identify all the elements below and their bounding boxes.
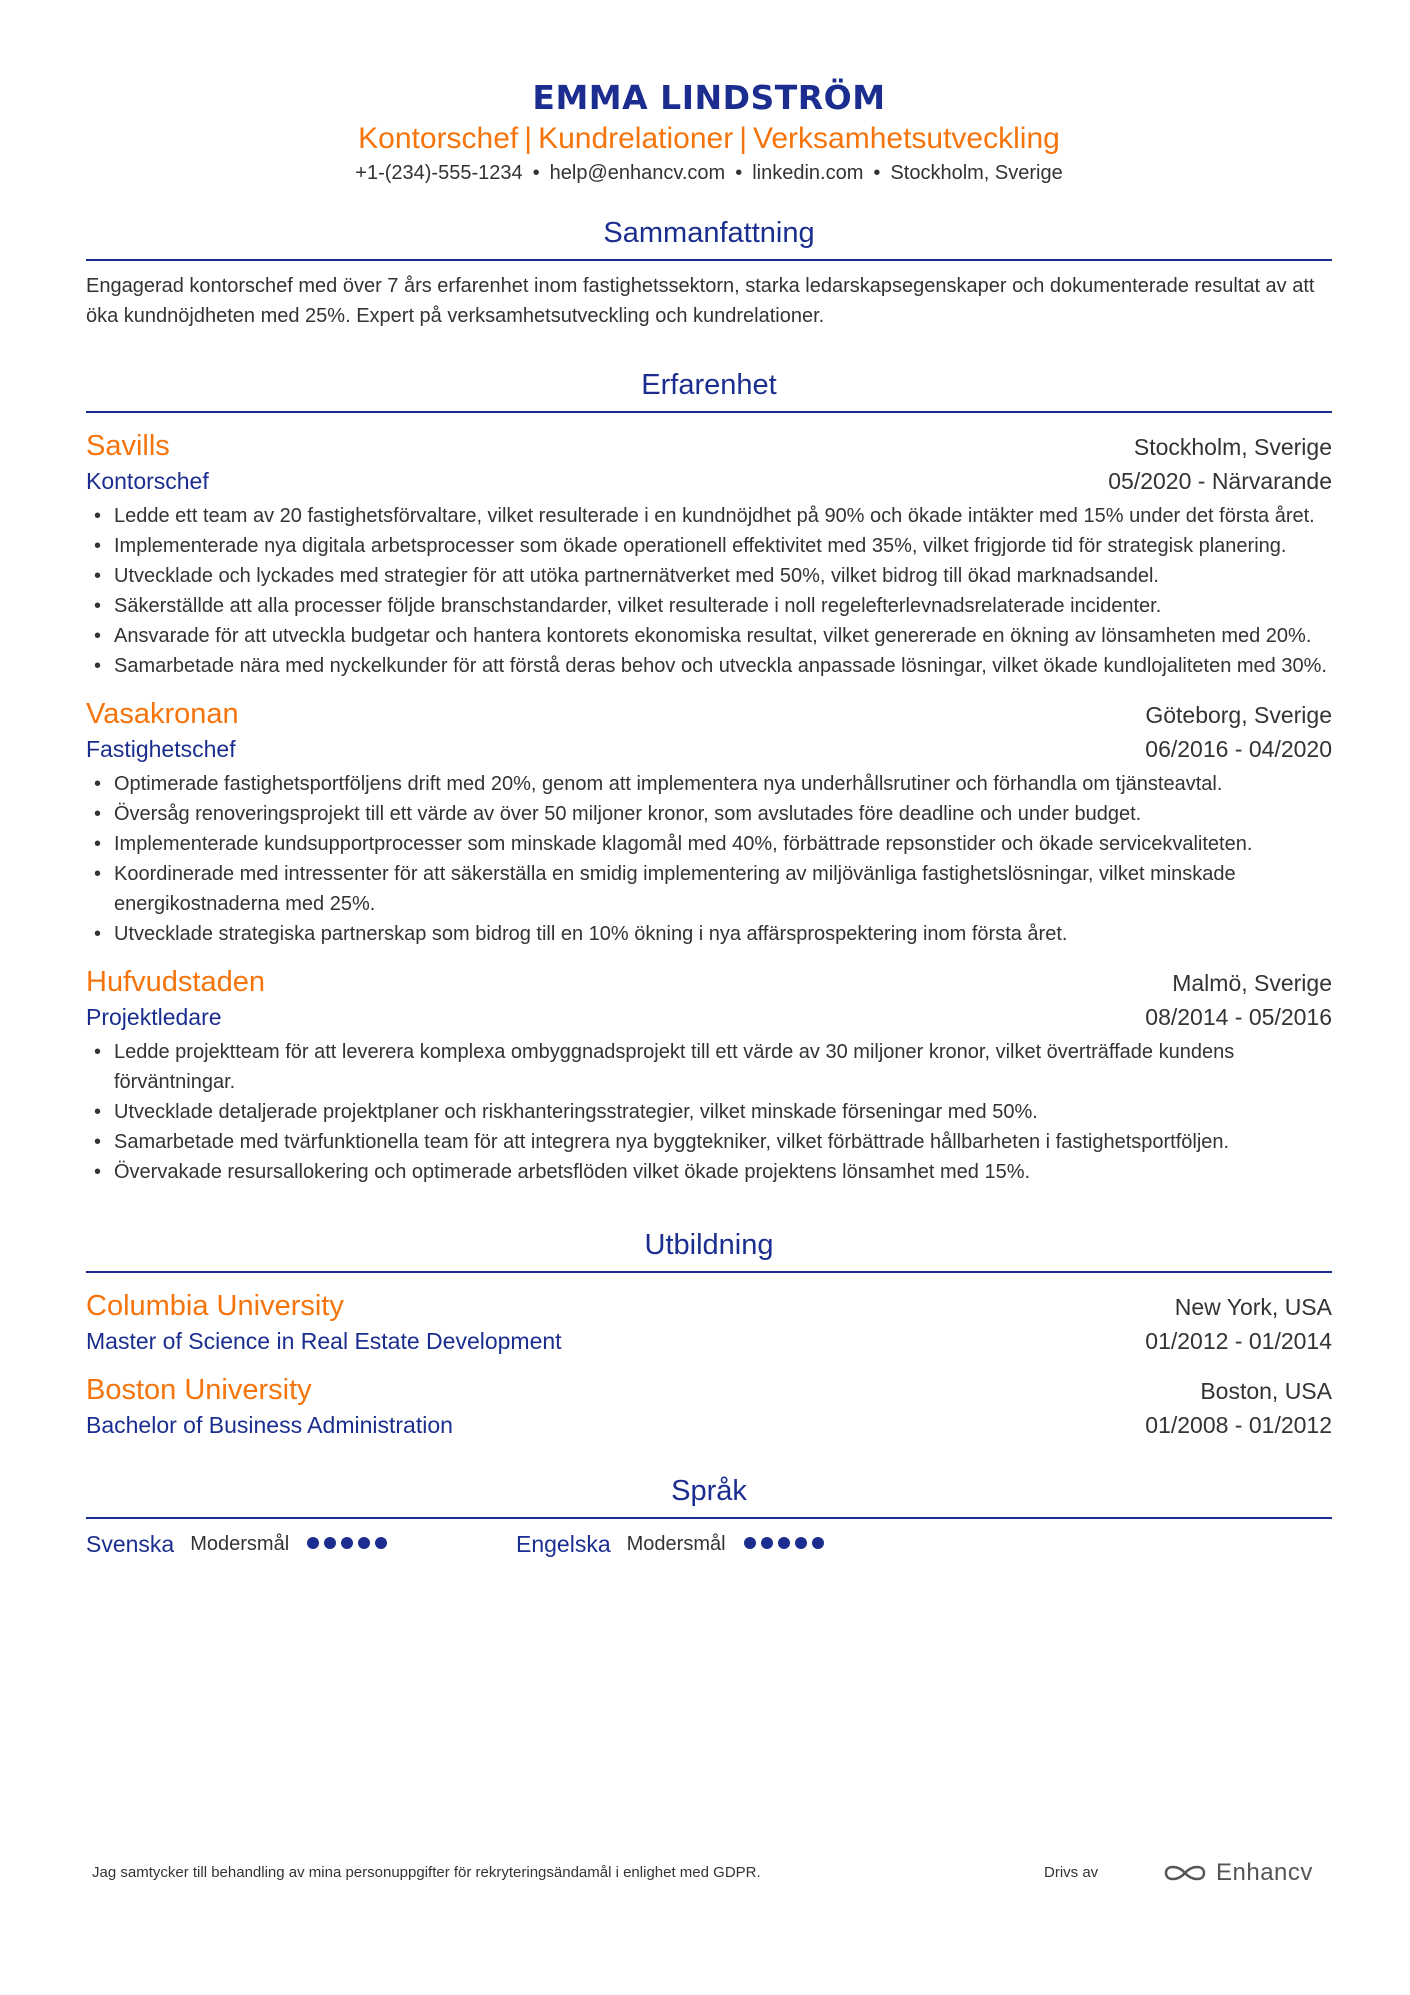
degree: Master of Science in Real Estate Development bbox=[86, 1328, 562, 1354]
experience-section bbox=[86, 367, 1332, 1187]
job-bullets bbox=[86, 501, 1332, 681]
company-name: Vasakronan bbox=[86, 698, 239, 730]
company-name: Hufvudstaden bbox=[86, 966, 265, 998]
bullet-item: • Säkerställde att alla processer följde branschstandarder, vilket resulterade i noll regelefterlevnadsrelaterade incidenter. bbox=[86, 591, 1332, 621]
resume-header bbox=[86, 0, 1332, 187]
bullet-item: • Utvecklade detaljerade projektplaner och riskhanteringsstrategier, vilket minskade förseningar med 50%. bbox=[86, 1097, 1332, 1127]
job-dates: 06/2016 - 04/2020 bbox=[1145, 736, 1332, 762]
education-entry bbox=[86, 1371, 1332, 1441]
rating-dot bbox=[307, 1537, 319, 1549]
headline-item: Kundrelationer bbox=[538, 122, 734, 155]
language-entry bbox=[86, 1531, 516, 1558]
rating-dot bbox=[375, 1537, 387, 1549]
job-dates: 08/2014 - 05/2016 bbox=[1145, 1004, 1332, 1030]
rating-dot bbox=[324, 1537, 336, 1549]
job-bullets bbox=[86, 769, 1332, 949]
rating-dot bbox=[761, 1537, 773, 1549]
proficiency-dots bbox=[307, 1536, 392, 1554]
bullet-item: • Ledde ett team av 20 fastighetsförvaltare, vilket resulterade i en kundnöjdhet på 90% och ökade intäkter med 15% under det första året. bbox=[86, 501, 1332, 531]
brand-name: Enhancv bbox=[1216, 1859, 1313, 1886]
language-name: Engelska bbox=[516, 1531, 611, 1557]
education-section bbox=[86, 1227, 1332, 1441]
rating-dot bbox=[778, 1537, 790, 1549]
proficiency-dots bbox=[744, 1536, 829, 1554]
school-location: New York, USA bbox=[1174, 1294, 1332, 1320]
language-level: Modersmål bbox=[626, 1533, 726, 1555]
bullet-item: • Övervakade resursallokering och optimerade arbetsflöden vilket ökade projektens lönsamhet med 15%. bbox=[86, 1157, 1332, 1187]
job-role: Kontorschef bbox=[86, 468, 209, 494]
rating-dot bbox=[341, 1537, 353, 1549]
summary-section bbox=[86, 215, 1332, 331]
contact-separator: • bbox=[873, 162, 881, 184]
bullet-item: • Ansvarade för att utveckla budgetar och hantera kontorets ekonomiska resultat, vilket genererade en ökning av lönsamheten med 20%. bbox=[86, 621, 1332, 651]
bullet-item: • Implementerade kundsupportprocesser som minskade klagomål med 40%, förbättrade repsonstider och ökade servicekvaliteten. bbox=[86, 829, 1332, 859]
job-location: Stockholm, Sverige bbox=[1133, 434, 1332, 460]
contact-info bbox=[86, 159, 1332, 187]
summary-text: Engagerad kontorschef med över 7 års erfarenhet inom fastighetssektorn, starka ledarskapsegenskaper och dokumenterade resultat av att öka kundnöjdheten med 25%. Expert på verksamhetsutveckling och kundrelationer. bbox=[86, 275, 1315, 327]
job-role: Projektledare bbox=[86, 1004, 222, 1030]
brand-logo[interactable] bbox=[1162, 1858, 1313, 1888]
section-title-experience: Erfarenhet bbox=[86, 367, 1332, 413]
job-bullets bbox=[86, 1037, 1332, 1187]
linkedin-link[interactable]: linkedin.com bbox=[752, 162, 864, 184]
section-title-summary: Sammanfattning bbox=[86, 215, 1332, 261]
languages-section bbox=[86, 1473, 1332, 1558]
bullet-item: • Samarbetade nära med nyckelkunder för att förstå deras behov och utveckla anpassade lösningar, vilket ökade kundlojaliteten med 30%. bbox=[86, 651, 1332, 681]
headline-item: Verksamhetsutveckling bbox=[753, 122, 1060, 155]
email-link[interactable]: help@enhancv.com bbox=[549, 162, 726, 184]
location: Stockholm, Sverige bbox=[890, 162, 1063, 184]
bullet-item: • Ledde projektteam för att leverera komplexa ombyggnadsprojekt till ett värde av 30 miljoner kronor, vilket överträffade kundens förväntningar. bbox=[86, 1037, 1332, 1097]
language-level: Modersmål bbox=[190, 1533, 290, 1555]
contact-separator: • bbox=[532, 162, 540, 184]
footer bbox=[92, 1858, 1332, 1888]
bullet-item: • Samarbetade med tvärfunktionella team för att integrera nya byggtekniker, vilket förbättrade hållbarheten i fastighetsportföljen. bbox=[86, 1127, 1332, 1157]
education-dates: 01/2008 - 01/2012 bbox=[1145, 1412, 1332, 1438]
bullet-item: • Utvecklade strategiska partnerskap som bidrog till en 10% ökning i nya affärsprospektering inom första året. bbox=[86, 919, 1332, 949]
job-entry bbox=[86, 695, 1332, 949]
rating-dot bbox=[744, 1537, 756, 1549]
job-dates: 05/2020 - Närvarande bbox=[1108, 468, 1332, 494]
rating-dot bbox=[358, 1537, 370, 1549]
enhancv-logo-icon bbox=[1162, 1861, 1208, 1885]
school-location: Boston, USA bbox=[1200, 1378, 1332, 1404]
company-name: Savills bbox=[86, 430, 170, 462]
candidate-name: EMMA LINDSTRÖM bbox=[532, 78, 886, 117]
contact-separator: • bbox=[735, 162, 743, 184]
degree: Bachelor of Business Administration bbox=[86, 1412, 453, 1438]
section-title-languages: Språk bbox=[86, 1473, 1332, 1519]
bullet-item: • Implementerade nya digitala arbetsprocesser som ökade operationell effektivitet med 35%, vilket frigjorde tid för strategisk planering. bbox=[86, 531, 1332, 561]
job-entry bbox=[86, 963, 1332, 1187]
job-entry bbox=[86, 427, 1332, 681]
headline-separator: | bbox=[524, 122, 533, 155]
school-name: Boston University bbox=[86, 1374, 312, 1406]
powered-by: Drivs av bbox=[1044, 1864, 1099, 1881]
job-location: Malmö, Sverige bbox=[1172, 970, 1332, 996]
headline-separator: | bbox=[739, 122, 747, 155]
gdpr-consent: Jag samtycker till behandling av mina personuppgifter för rekryteringsändamål i enlighet med GDPR. bbox=[92, 1864, 761, 1881]
bullet-item: • Optimerade fastighetsportföljens drift med 20%, genom att implementera nya underhållsrutiner och förhandla om tjänsteavtal. bbox=[86, 769, 1332, 799]
education-entry bbox=[86, 1287, 1332, 1357]
school-name: Columbia University bbox=[86, 1290, 344, 1322]
job-role: Fastighetschef bbox=[86, 736, 236, 762]
bullet-item: • Utvecklade och lyckades med strategier för att utöka partnernätverket med 50%, vilket bidrog till ökad marknadsandel. bbox=[86, 561, 1332, 591]
education-dates: 01/2012 - 01/2014 bbox=[1145, 1328, 1332, 1354]
bullet-item: • Koordinerade med intressenter för att säkerställa en smidig implementering av miljövänliga fastighetslösningar, vilket minskade energikostnaderna med 25%. bbox=[86, 859, 1332, 919]
headline bbox=[86, 120, 1332, 158]
language-entry bbox=[516, 1531, 946, 1558]
headline-item: Kontorschef bbox=[358, 122, 519, 155]
resume-page bbox=[86, 0, 1332, 1558]
bullet-item: • Översåg renoveringsprojekt till ett värde av över 50 miljoner kronor, som avslutades före deadline och under budget. bbox=[86, 799, 1332, 829]
section-title-education: Utbildning bbox=[86, 1227, 1332, 1273]
job-location: Göteborg, Sverige bbox=[1145, 702, 1332, 728]
language-name: Svenska bbox=[86, 1531, 175, 1557]
rating-dot bbox=[812, 1537, 824, 1549]
rating-dot bbox=[795, 1537, 807, 1549]
phone[interactable]: +1-(234)-555-1234 bbox=[355, 162, 523, 184]
